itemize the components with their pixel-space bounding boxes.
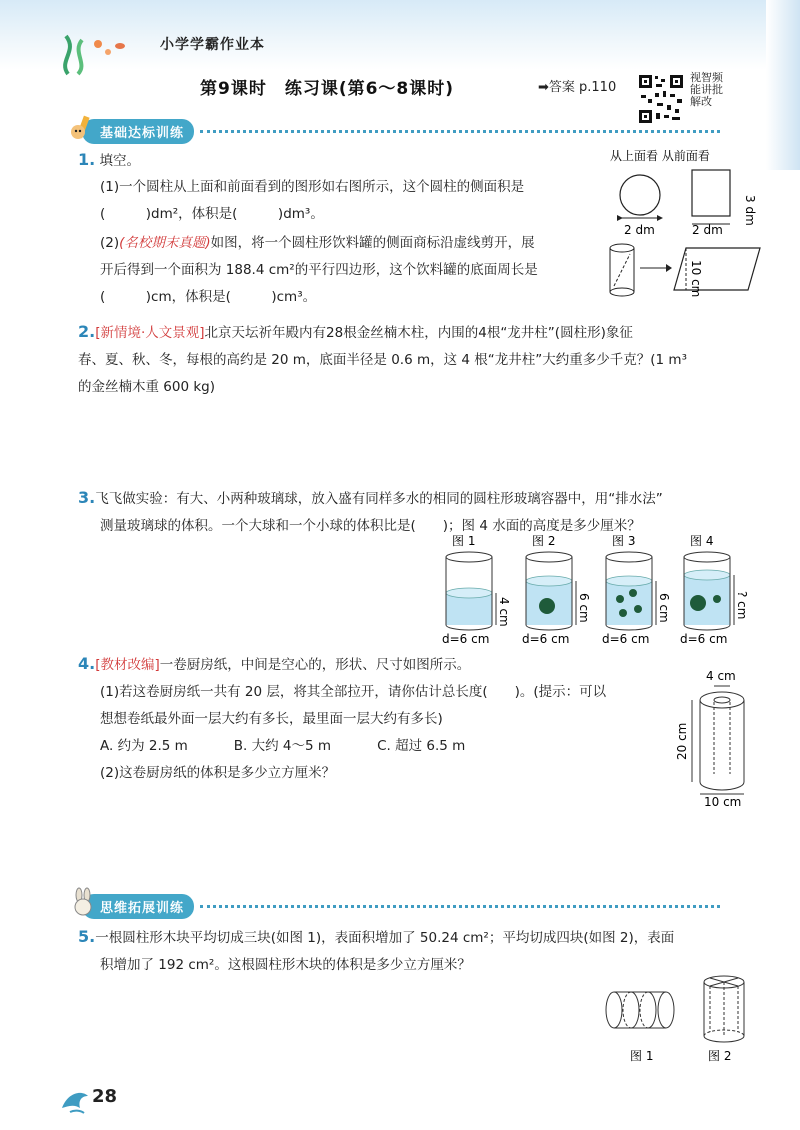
q4-option-c[interactable]: C. 超过 6.5 m xyxy=(377,738,466,754)
q4-line1: 一卷厨房纸，中间是空心的，形状、尺寸如图所示。 xyxy=(159,657,471,673)
q5-line1: 一根圆柱形木块平均切成三块(如图 1)，表面积增加了 50.24 cm²；平均切成四块(如图 2)，表面 xyxy=(95,930,675,946)
q1-parallelogram-height: 10 cm xyxy=(689,260,703,298)
q4-part1-line1: (1)若这卷厨房纸一共有 20 层，将其全部拉开，请你估计总长度( )。(提示：可以 xyxy=(100,684,607,700)
q2-line1: 北京天坛祈年殿内有28根金丝楠木柱，内围的4根“龙井柱”(圆柱形)象征 xyxy=(204,325,633,341)
q3-line2: 测量玻璃球的体积。一个大球和一个小球的体积比是( )；图 4 水面的高度是多少厘米？ xyxy=(100,518,641,534)
q3-fig3 xyxy=(602,534,671,646)
q2-number: 2. xyxy=(78,322,96,341)
small-ball-icon xyxy=(713,595,721,603)
q1-part2-line3: ( )cm，体积是( )cm³。 xyxy=(100,289,317,305)
q3 xyxy=(78,484,768,540)
front-view-rect xyxy=(692,170,730,216)
q5-fig1 xyxy=(606,992,674,1063)
q2-tag: [新情境·人文景观] xyxy=(95,325,205,341)
small-ball-icon xyxy=(616,595,624,603)
answer-reference: ➡答案 p.110 xyxy=(538,80,617,95)
seaweed-decoration-icon xyxy=(48,26,138,76)
big-ball-icon xyxy=(539,598,555,614)
q4-paper-roll-figure xyxy=(675,664,780,810)
q4-options xyxy=(78,733,698,760)
q4-outer-diameter: 10 cm xyxy=(704,795,742,809)
q4-inner-diameter: 4 cm xyxy=(706,669,736,683)
q1-part2 xyxy=(100,230,610,311)
q3-fig3-diameter: d=6 cm xyxy=(602,632,650,646)
q4-option-b[interactable]: B. 大约 4～5 m xyxy=(233,738,332,754)
q1-part1 xyxy=(100,174,610,228)
q1-title-line xyxy=(78,146,140,175)
qr-caption: 视智频能讲批解改 xyxy=(690,71,723,108)
q3-fig3-height: 6 cm xyxy=(657,593,671,623)
q3-fig1 xyxy=(442,534,511,646)
q3-fig4 xyxy=(680,534,749,646)
q5-figures xyxy=(600,970,760,1070)
q5-number: 5. xyxy=(78,927,96,946)
q4-part1-line2: 想想卷纸最外面一层大约有多长，最里面一层大约有多长) xyxy=(100,711,443,727)
q3-number: 3. xyxy=(78,488,96,507)
q2-line3: 的金丝楠木重 600 kg) xyxy=(78,379,216,395)
pencil-mascot-icon xyxy=(68,114,98,144)
q3-fig2-diameter: d=6 cm xyxy=(522,632,570,646)
q3-fig2-label: 图 2 xyxy=(532,534,556,548)
small-ball-icon xyxy=(629,589,637,597)
big-ball-icon xyxy=(690,595,706,611)
q1-front-width: 2 dm xyxy=(692,223,723,237)
q1-part2-prefix: (2) xyxy=(100,235,120,251)
q3-fig4-height: ? cm xyxy=(735,591,749,620)
q3-fig1-label: 图 1 xyxy=(452,534,476,548)
q2-line2: 春、夏、秋、冬，每根的高约是 20 m，底面半径是 0.6 m，这 4 根“龙井柱”大约重多少千克？(1 m³ xyxy=(78,352,687,368)
q3-fig2-height: 6 cm xyxy=(577,593,591,623)
q4-tag: [教材改编] xyxy=(95,657,160,673)
q4-part2: (2)这卷厨房纸的体积是多少立方厘米？ xyxy=(100,765,336,781)
q1-title: 填空。 xyxy=(99,153,141,169)
q5-line2: 积增加了 192 cm²。这根圆柱形木块的体积是多少立方厘米？ xyxy=(100,957,471,973)
q1-views-label: 从上面看 从前面看 xyxy=(610,149,710,163)
section-extend-header xyxy=(60,893,720,919)
q3-fig4-label: 图 4 xyxy=(690,534,714,548)
section-extend-title: 思维拓展训练 xyxy=(82,894,194,919)
section-divider xyxy=(200,130,720,133)
q1-part1-line2: ( )dm²，体积是( )dm³。 xyxy=(100,206,324,222)
q3-fig1-height: 4 cm xyxy=(497,597,511,627)
q3-line1: 飞飞做实验：有大、小两种玻璃球，放入盛有同样多水的相同的圆柱形玻璃容器中，用“排水法” xyxy=(95,491,663,507)
q5-fig2 xyxy=(704,976,744,1063)
q1-number: 1. xyxy=(78,150,96,169)
q1-top-diameter: 2 dm xyxy=(624,223,655,237)
q1-part2-tag: (名校期末真题) xyxy=(119,235,211,251)
small-ball-icon xyxy=(634,605,642,613)
q3-fig1-diameter: d=6 cm xyxy=(442,632,490,646)
q1-part2-line2: 开后得到一个面积为 188.4 cm²的平行四边形，这个饮料罐的底面周长是 xyxy=(100,262,538,278)
q1-part1-line1: (1)一个圆柱从上面和前面看到的图形如右图所示，这个圆柱的侧面积是 xyxy=(100,179,525,195)
q3-fig3-label: 图 3 xyxy=(612,534,636,548)
q1-figure xyxy=(600,140,780,320)
small-ball-icon xyxy=(619,609,627,617)
book-title: 小学学霸作业本 xyxy=(160,37,265,53)
q1-part2-line1: 如图，将一个圆柱形饮料罐的侧面商标沿虚线剪开，展 xyxy=(210,235,535,251)
q3-fig4-diameter: d=6 cm xyxy=(680,632,728,646)
rabbit-mascot-icon xyxy=(68,889,98,919)
q4 xyxy=(78,650,698,787)
page-number: 28 xyxy=(92,1086,118,1107)
q4-option-a[interactable]: A. 约为 2.5 m xyxy=(100,738,188,754)
section-basic-title: 基础达标训练 xyxy=(82,119,194,144)
q4-roll-height: 20 cm xyxy=(675,722,689,760)
q2 xyxy=(78,318,758,401)
q3-fig2 xyxy=(522,534,591,646)
section-divider xyxy=(200,905,720,908)
top-view-circle xyxy=(620,175,660,215)
q3-figures xyxy=(430,533,770,648)
q1-front-height: 3 dm xyxy=(743,195,757,226)
q5-fig1-label: 图 1 xyxy=(630,1049,654,1063)
lesson-title: 第9课时 练习课(第6～8课时) xyxy=(200,79,455,99)
unrolled-parallelogram xyxy=(674,248,760,290)
dolphin-icon xyxy=(58,1082,92,1116)
q4-number: 4. xyxy=(78,654,96,673)
q5-fig2-label: 图 2 xyxy=(708,1049,732,1063)
